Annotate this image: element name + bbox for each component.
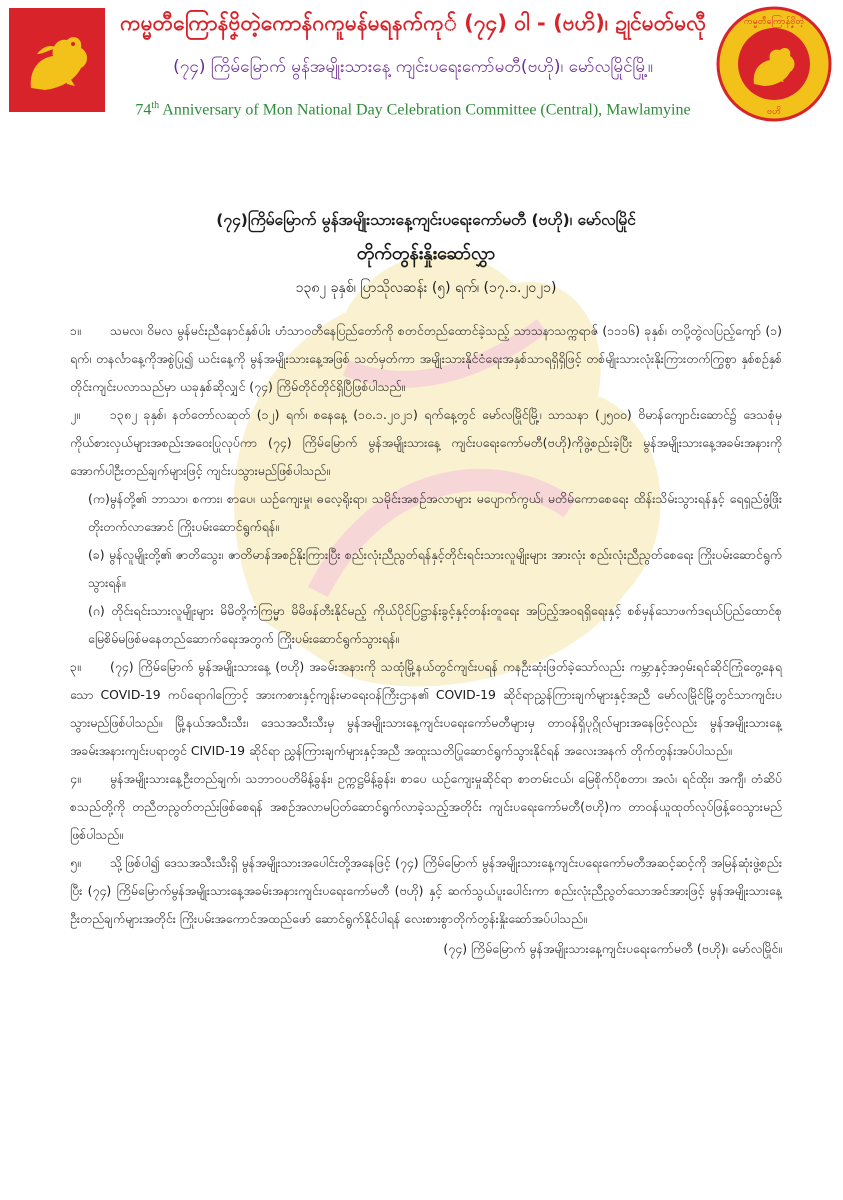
sub-item-text: တိုင်းရင်းသားလူမျိုးများ မိမိတို့ကံကြမ္မာ မိမိဖန်တီးနိုင်မည့် ကိုယ်ပိုင်ပြဋ္ဌာန်းခွင့်နှင့်တန်းတူရေး အပြည့်အဝရရှိရေးနှင့် စစ်မှန်သောဖက်ဒရယ်ပြည်ထောင်စု မြေစိမ်မဖြစ်မနေတည်ဆောက်ရေးအတွက် ကြိုးပမ်းဆောင်ရွက်သွားရန်။ bbox=[88, 603, 782, 646]
letterhead-title-myanmar: (၇၄) ကြိမ်မြောက် မွန်အမျိုးသားနေ့ ကျင်းပရေးကော်မတီ(ဗဟို)၊ မော်လမြိုင်မြို့။ bbox=[173, 57, 653, 77]
paragraph-5 bbox=[70, 849, 782, 933]
paragraph-number: ၁။ bbox=[70, 323, 81, 338]
sub-item-ka bbox=[88, 485, 782, 541]
sub-item-text: မွန်တို့၏ ဘာသာ၊ စကား၊ စာပေ၊ ယဉ်ကျေးမှု၊ ဓလေ့ရိုးရာ၊ သမိုင်းအစဉ်အလာများ မပျောက်ကွယ်၊ မတိမ်ကောစေရေး ထိန်းသိမ်းသွားရန်နှင့် ရေရှည်ဖွံ့ဖြိုးတိုးတက်လာအောင် ကြိုးပမ်းဆောင်ရွက်ရန်။ bbox=[88, 491, 782, 534]
paragraph-text: သမလ၊ ဝိမလ မွန်မင်းညီနောင်နှစ်ပါး ဟံသာဝတီနေပြည်တော်ကို စတင်တည်ထောင်ခဲ့သည့် သာသနာသက္ကရာဇ် (၁၁၁၆) ခုနှစ်၊ တပို့တွဲလပြည့်ကျော် (၁) ရက်၊ တနင်္လာနေ့ကိုအစွဲပြု၍ ယင်းနေ့ကို မွန်အမျိုးသားနေ့အဖြစ် သတ်မှတ်ကာ အမျိုးသားနိုင်ငံရေးအနှစ်သာရရှိရှိဖြင့် တစ်မျိုးသားလုံးနိုးကြားတက်ကြွစွာ နှစ်စဉ်နှစ်တိုင်းကျင်းပလာသည်မှာ ယခုနှစ်ဆိုလျှင် (၇၄) ကြိမ်တိုင်တိုင်ရှိပြီဖြစ်ပါသည်။ bbox=[70, 323, 782, 394]
document-date: ၁၃၈၂ ခုနှစ်၊ ပြာသိုလဆန်း (၅) ရက်၊ (၁၇.၁.၂၀၂၁) bbox=[295, 280, 557, 296]
sub-item-label: (ဂ) bbox=[88, 603, 105, 618]
appeal-document bbox=[70, 210, 782, 963]
signature-line: (၇၄) ကြိမ်မြောက် မွန်အမျိုးသားနေ့ကျင်းပရေးကော်မတီ (ဗဟို)၊ မော်လမြိုင်။ bbox=[443, 941, 782, 956]
document-subheading: တိုက်တွန်းနှိုးဆော်လွှာ bbox=[356, 243, 496, 264]
paragraph-2 bbox=[70, 401, 782, 485]
sub-item-label: (က) bbox=[88, 491, 110, 506]
paragraph-text: (၇၄) ကြိမ်မြောက် မွန်အမျိုးသားနေ့ (ဗဟို) အခမ်းအနားကို သထုံမြို့နယ်တွင်ကျင်းပရန် ကနဦးဆုံးဖြတ်ခဲ့သော်လည်း ကမ္ဘာနှင့်အဝှမ်းရင်ဆိုင်ကြုံတွေ့နေရသော COVID-19 ကပ်ရောဂါကြောင့် အားကစားနှင့်ကျန်းမာရေးဝန်ကြီးဌာန၏ COVID-19 ဆိုင်ရာညွှန်ကြားချက်များနှင့်အညီ မော်လမြိုင်မြို့တွင်သာကျင်းပသွားမည်ဖြစ်ပါသည်။ မြို့နယ်အသီးသီး၊ ဒေသအသီးသီးမှ မွန်အမျိုးသားနေ့ကျင်းပရေးကော်မတီများမှ တာဝန်ရှိပုဂ္ဂိုလ်များအနေဖြင့်လည်း မွန်အမျိုးသားနေ့အခမ်းအနားကျင်းပရာတွင် CIVID-19 ဆိုင်ရာ ညွှန်ကြားချက်များနှင့်အညီ အထူးသတိပြုဆောင်ရွက်သွားနိုင်ရန် အလေးအနက် တိုက်တွန်းအပ်ပါသည်။ bbox=[70, 659, 782, 758]
letterhead-title-english bbox=[118, 100, 708, 119]
seal-text-top: ကမ္မတီကြောန်ဗၞိတဲ့ bbox=[743, 17, 805, 27]
sub-item-text: မွန်လူမျိုးတို့၏ ဇာတိသွေး၊ ဇာတိမာန်အစဉ်နိုးကြားပြီး စည်းလုံးညီညွတ်ရန်နှင့်တိုင်းရင်းသားလူမျိုးများ အားလုံး စည်းလုံးညီညွတ်စေရေး ကြိုးပမ်းဆောင်ရွက်သွားရန်။ bbox=[88, 547, 782, 590]
letterhead bbox=[0, 0, 843, 135]
sub-item-kha bbox=[88, 541, 782, 597]
title-en-number: 74 bbox=[135, 101, 152, 119]
title-en-ordinal: th bbox=[151, 100, 160, 111]
sub-item-ga bbox=[88, 597, 782, 653]
document-heading: (၇၄)ကြိမ်မြောက် မွန်အမျိုးသားနေ့ကျင်းပရေးကော်မတီ (ဗဟို)၊ မော်လမြိုင် bbox=[216, 211, 636, 229]
paragraph-4 bbox=[70, 765, 782, 849]
paragraph-text: သို့ဖြစ်ပါ၍ ဒေသအသီးသီးရှိ မွန်အမျိုးသားအပေါင်းတို့အနေဖြင့် (၇၄) ကြိမ်မြောက် မွန်အမျိုးသားနေ့ကျင်းပရေးကော်မတီအဆင့်ဆင့်ကို အမြန်ဆုံးဖွဲ့စည်းပြီး (၇၄) ကြိမ်မြောက်မွန်အမျိုးသားနေ့အခမ်းအနားကျင်းပရေးကော်မတီ (ဗဟို) နှင့် ဆက်သွယ်ပူးပေါင်းကာ စည်းလုံးညီညွတ်သောအင်အားဖြင့် မွန်အမျိုးသားနေ့ဦးတည်ချက်များအတိုင်း ကြိုးပမ်းအကောင်အထည်ဖော် ဆောင်ရွက်နိုင်ပါရန် လေးစားစွာတိုက်တွန်းနှိုးဆော်အပ်ပါသည်။ bbox=[70, 855, 782, 926]
paragraph-3 bbox=[70, 653, 782, 765]
paragraph-text: ၁၃၈၂ ခုနှစ်၊ နတ်တော်လဆုတ် (၁၂) ရက်၊ စနေနေ့ (၁၀.၁.၂၀၂၁) ရက်နေ့တွင် မော်လမြိုင်မြို့၊ သာသနာ (၂၅၀၀) ဗိမာန်ကျောင်းဆောင်၌ ဒေသစုံမှ ကိုယ်စားလှယ်များအစည်းအဝေးပြုလုပ်ကာ (၇၄) ကြိမ်မြောက် မွန်အမျိုးသားနေ့ ကျင်းပရေးကော်မတီ(ဗဟို)ကိုဖွဲ့စည်းခဲ့ပြီး မွန်အမျိုးသားနေ့အခမ်းအနားကို အောက်ပါဦးတည်ချက်များဖြင့် ကျင်းပသွားမည်ဖြစ်ပါသည်။ bbox=[70, 407, 782, 478]
letterhead-title-mon: ကမ္မတီကြောန်ဗၞိတဲ့ကောန်ဂကူမန်မရနက်ကု် (၇၄) ဝါ - (ဗဟိ)၊ ဍုင်မတ်မလီု bbox=[120, 11, 706, 35]
paragraph-number: ၅။ bbox=[70, 855, 81, 870]
paragraph-1 bbox=[70, 317, 782, 401]
paragraph-number: ၃။ bbox=[70, 659, 81, 674]
title-en-text: Anniversary of Mon National Day Celebration Committee (Central), Mawlamyine bbox=[159, 101, 691, 119]
paragraph-text: မွန်အမျိုးသားနေ့ဦးတည်ချက်၊ သဘာဝပတိမိန့်ခွန်း၊ ဥက္ကဋ္ဌမိန့်ခွန်း၊ စာပေ ယဉ်ကျေးမှုဆိုင်ရာ စာတမ်းငယ်၊ မြေစိုက်ပိုစတာ၊ အလံ၊ ရင်ထိုး၊ အကျီ၊ တံဆိပ် စသည်တို့ကို တညီတညွတ်တည်းဖြစ်စေရန် အစဉ်အလာမပြတ်ဆောင်ရွက်လာခဲ့သည့်အတိုင်း ကျင်းပရေးကော်မတီ(ဗဟို)က တာဝန်ယူထုတ်လုပ်ဖြန့်ဝေသွားမည်ဖြစ်ပါသည်။ bbox=[70, 771, 782, 842]
sub-item-label: (ခ) bbox=[88, 547, 105, 562]
paragraph-number: ၂။ bbox=[70, 407, 80, 422]
committee-seal-icon bbox=[716, 6, 832, 122]
mon-flag-icon bbox=[9, 8, 105, 112]
paragraph-number: ၄။ bbox=[70, 771, 81, 786]
seal-text-bottom: ဗဟိ bbox=[767, 107, 781, 117]
